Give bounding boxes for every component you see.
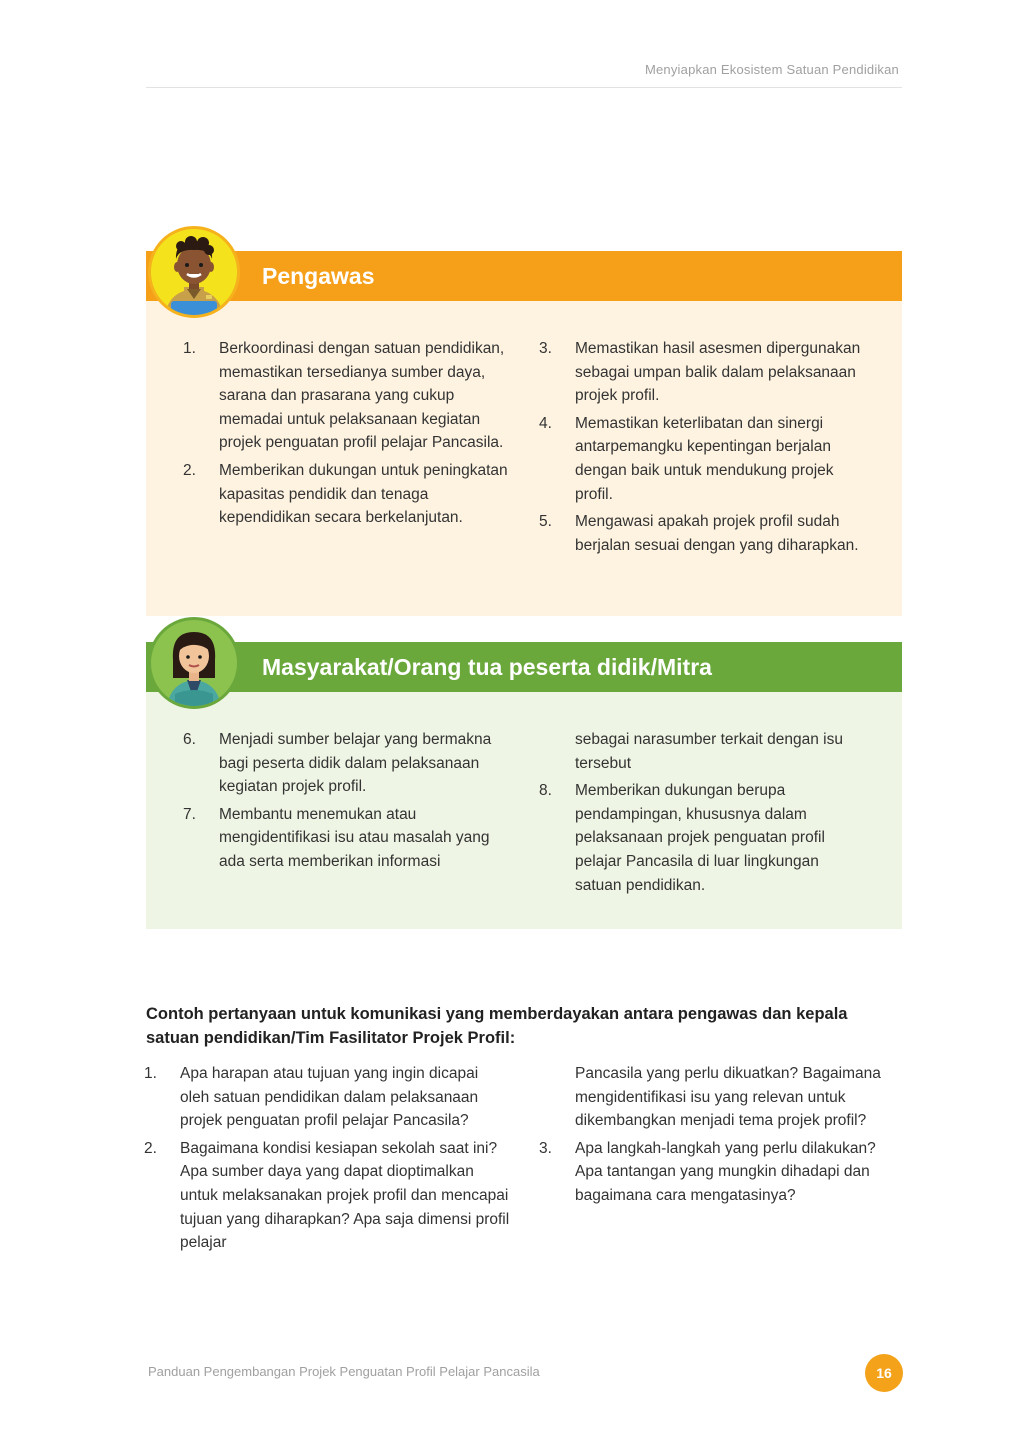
questions-right-column [539,1062,905,1212]
pengawas-left-column [183,337,509,534]
section-title: Pengawas [262,263,375,289]
list-number: 2. [183,461,196,479]
masyarakat-section [146,642,902,929]
list-number: 3. [539,1139,552,1157]
questions-left-column [144,1062,510,1259]
list-number: 2. [144,1139,157,1157]
list-text: Memberikan dukungan untuk peningkatan kapasitas pendidik dan tenaga kependidikan secara berkelanjutan. [219,461,508,527]
list-number: 7. [183,805,196,823]
list-item [539,510,865,557]
pengawas-title-bar [146,251,902,301]
list-item [183,459,509,530]
list-text: Bagaimana kondisi kesiapan sekolah saat ini? Apa sumber daya yang dapat dioptimalkan untuk melaksanakan projek profil dan mencapai tujuan yang diharapkan? Apa saja dimensi profil pelajar [180,1139,510,1252]
list-item [144,1137,510,1255]
list-item [539,779,865,897]
list-text: Berkoordinasi dengan satuan pendidikan, memastikan tersedianya sumber daya, sarana dan prasarana yang cukup memadai untuk pelaksanaan kegiatan projek penguatan profil pelajar Pancasila. [219,340,505,452]
questions-heading: Contoh pertanyaan untuk komunikasi yang memberdayakan antara pengawas dan kepala satuan pendidikan/Tim Fasilitator Projek Profil: [146,1005,848,1047]
list-number: 1. [183,340,196,357]
list-item [539,337,865,408]
list-number: 3. [539,340,552,357]
parent-avatar [148,617,240,709]
pengawas-right-column [539,337,865,561]
running-header: Menyiapkan Ekosistem Satuan Pendidikan [644,62,899,77]
list-number: 8. [539,782,552,800]
supervisor-illustration-icon [151,229,237,315]
list-item [183,803,509,874]
list-item [183,728,509,799]
list-text: Membantu menemukan atau mengidentifikasi isu atau masalah yang ada serta memberikan informasi [219,805,490,870]
masyarakat-right-column [539,728,865,901]
list-text: Pancasila yang perlu dikuatkan? Bagaimana mengidentifikasi isu yang relevan untuk dikembangkan menjadi tema projek profil? [575,1065,881,1130]
list-number: 6. [183,731,196,748]
footer-book-title: Panduan Pengembangan Projek Penguatan Profil Pelajar Pancasila [148,1364,540,1379]
list-text: Memastikan hasil asesmen dipergunakan sebagai umpan balik dalam pelaksanaan projek profil. [575,340,861,405]
list-text: Memberikan dukungan berupa pendampingan, khususnya dalam pelaksanaan projek penguatan profil pelajar Pancasila di luar lingkungan satuan pendidikan. [575,782,825,894]
page-number-badge: 16 [865,1354,903,1392]
list-text: Mengawasi apakah projek profil sudah berjalan sesuai dengan yang diharapkan. [575,513,859,554]
pengawas-section [146,251,902,616]
list-text: Apa langkah-langkah yang perlu dilakukan? Apa tantangan yang mungkin dihadapi dan bagaimana cara mengatasinya? [575,1139,876,1204]
pengawas-body [146,301,902,616]
header-divider [146,87,902,88]
list-number: 1. [144,1065,157,1082]
section-title: Masyarakat/Orang tua peserta didik/Mitra [262,654,712,680]
list-item [575,728,865,775]
masyarakat-title-bar [146,642,902,692]
list-number: 5. [539,513,552,531]
masyarakat-left-column [183,728,509,878]
list-item [144,1062,510,1133]
list-item [183,337,509,455]
masyarakat-body [146,692,902,929]
supervisor-avatar [148,226,240,318]
parent-illustration-icon [151,620,237,706]
list-text: Menjadi sumber belajar yang bermakna bagi peserta didik dalam pelaksanaan kegiatan projek profil. [219,731,492,796]
list-text: Memastikan keterlibatan dan sinergi antarpemangku kepentingan berjalan dengan baik untuk mendukung projek profil. [575,414,834,503]
list-item [539,1137,905,1208]
list-text: Apa harapan atau tujuan yang ingin dicapai oleh satuan pendidikan dalam pelaksanaan projek penguatan profil pelajar Pancasila? [180,1065,479,1130]
list-number: 4. [539,414,552,432]
list-item [539,412,865,506]
list-text: sebagai narasumber terkait dengan isu tersebut [575,731,843,772]
list-item [575,1062,905,1133]
